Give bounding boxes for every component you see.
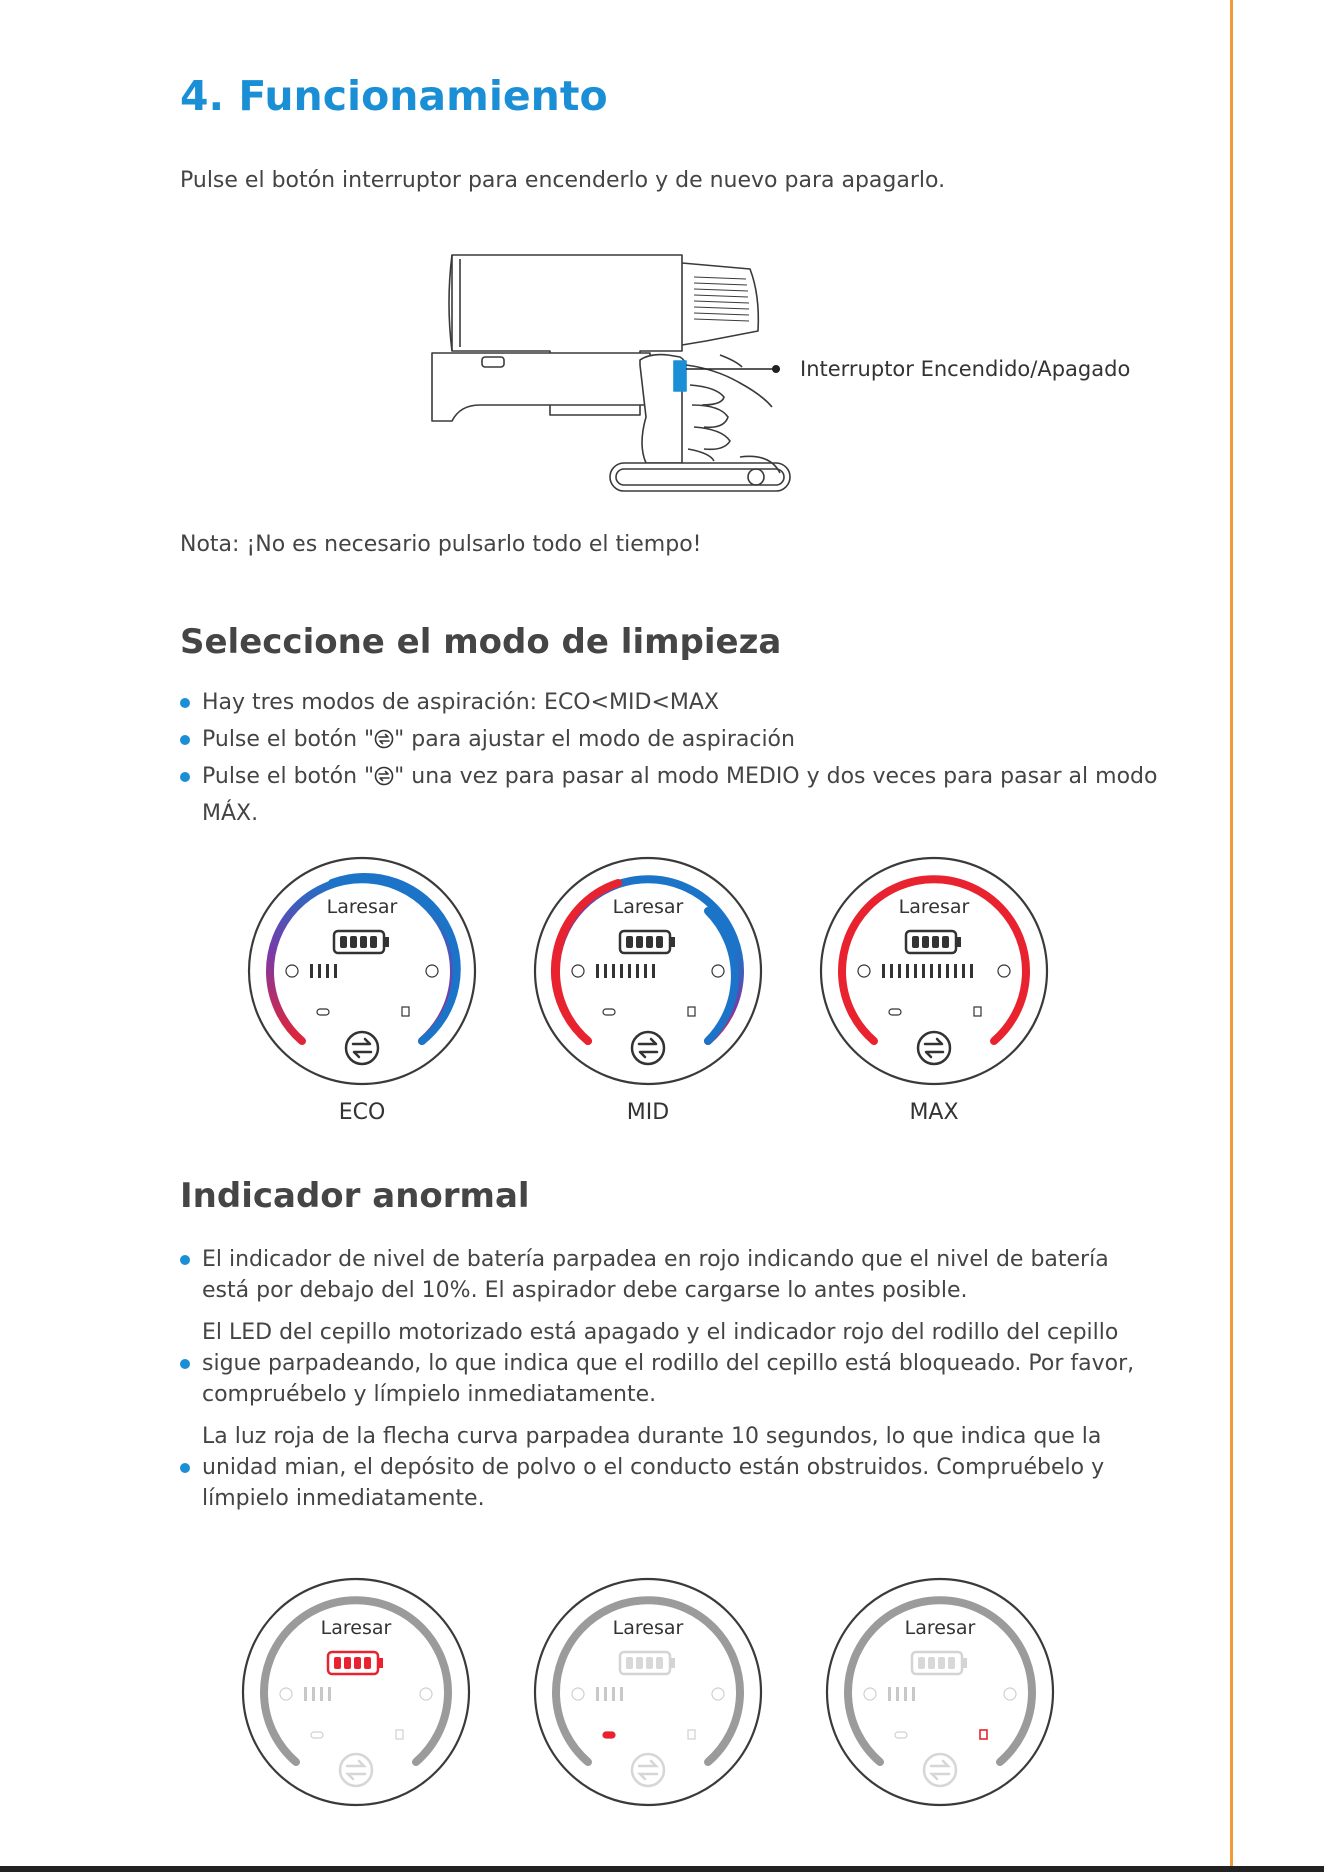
dial-brush-blocked [535, 1579, 761, 1805]
dial-blocked-duct [827, 1579, 1053, 1805]
mode-section-heading: Seleccione el modo de limpieza [180, 622, 782, 662]
mode-switch-icon [374, 766, 394, 786]
level-bar [620, 964, 623, 978]
abnormal-section-heading: Indicador anormal [180, 1176, 530, 1216]
mode-label-mid: MID [626, 1100, 670, 1125]
power-switch-callout: Interruptor Encendido/Apagado [800, 357, 1131, 381]
brush-roll-icon [603, 1732, 615, 1738]
abnormal-bullet-list [180, 1244, 1160, 1525]
brand-logo: Laresar [898, 896, 970, 918]
level-bar [334, 964, 337, 978]
brand-logo: Laresar [612, 1617, 684, 1639]
dial-mid [535, 858, 761, 1084]
brand-logo: Laresar [320, 1617, 392, 1639]
level-bar [906, 964, 909, 978]
brand-logo: Laresar [326, 896, 398, 918]
mode-bullet-list [180, 684, 1160, 832]
abnormal-bullet: La luz roja de la flecha curva parpadea durante 10 segundos, lo que indica que la unidad mian, el depósito de polvo o el conducto están obstruidos. Compruébelo y límpielo inmediatamente. [180, 1421, 1160, 1514]
brand-logo: Laresar [904, 1617, 976, 1639]
mode-bullet: Pulse el botón " " para ajustar el modo de aspiración [180, 721, 1160, 758]
dial-low-battery [243, 1579, 469, 1805]
level-bar [310, 964, 313, 978]
level-bar [604, 964, 607, 978]
margin-rule [1230, 0, 1233, 1872]
level-bar [970, 964, 973, 978]
abnormal-dials [0, 1570, 1230, 1810]
level-bar [636, 964, 639, 978]
abnormal-bullet: El LED del cepillo motorizado está apagado y el indicador rojo del rodillo del cepillo sigue parpadeando, lo que indica que el rodillo del cepillo está bloqueado. Por favor, compruébelo y límpielo inmediatamente. [180, 1317, 1160, 1410]
level-bar [596, 964, 599, 978]
level-bar [930, 964, 933, 978]
mode-switch-icon [374, 729, 394, 749]
level-bar [326, 964, 329, 978]
level-bar [946, 964, 949, 978]
level-bar [652, 964, 655, 978]
level-bar [962, 964, 965, 978]
level-bar [644, 964, 647, 978]
level-bar [628, 964, 631, 978]
mode-label-eco: ECO [338, 1100, 386, 1125]
level-bar [612, 964, 615, 978]
level-bar [914, 964, 917, 978]
intro-text: Pulse el botón interruptor para encenderlo y de nuevo para apagarlo. [180, 168, 946, 193]
level-bar [890, 964, 893, 978]
dial-eco [249, 858, 475, 1084]
note-text: Nota: ¡No es necesario pulsarlo todo el tiempo! [180, 532, 702, 557]
level-bar [318, 964, 321, 978]
vacuum-illustration [420, 245, 810, 495]
level-bar [922, 964, 925, 978]
dial-max [821, 858, 1047, 1084]
level-bar [898, 964, 901, 978]
mode-label-max: MAX [909, 1100, 959, 1125]
level-bar [954, 964, 957, 978]
mode-dials [0, 850, 1230, 1090]
page-title: 4. Funcionamiento [180, 72, 608, 120]
level-bar [938, 964, 941, 978]
mode-bullet: Pulse el botón " " una vez para pasar al modo MEDIO y dos veces para pasar al modo MÁX. [180, 758, 1160, 832]
page-footer-rule [0, 1866, 1324, 1872]
mode-bullet: Hay tres modos de aspiración: ECO<MID<MAX [180, 684, 1160, 721]
level-bar [882, 964, 885, 978]
abnormal-bullet: El indicador de nivel de batería parpadea en rojo indicando que el nivel de batería está por debajo del 10%. El aspirador debe cargarse lo antes posible. [180, 1244, 1160, 1306]
brand-logo: Laresar [612, 896, 684, 918]
